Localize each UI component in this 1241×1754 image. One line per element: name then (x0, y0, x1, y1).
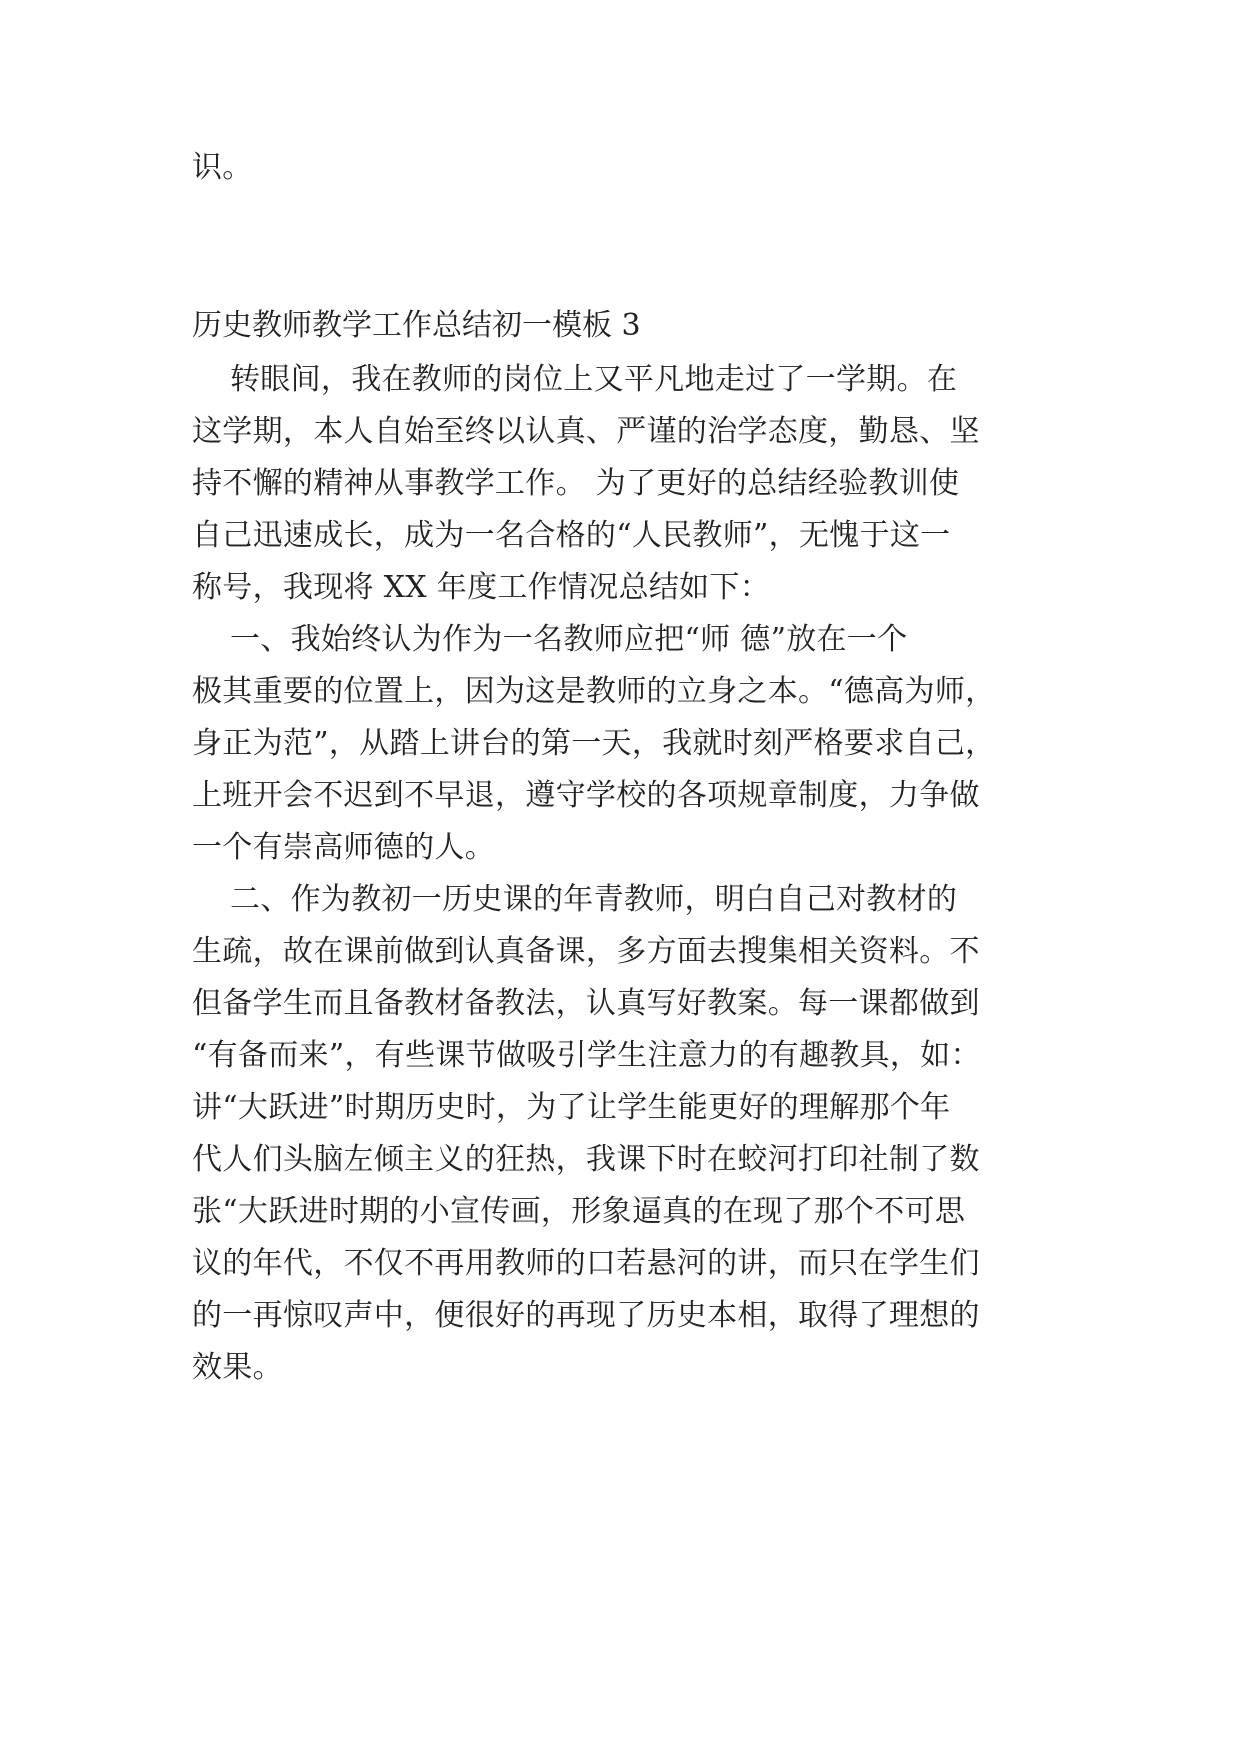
paragraph-line: 称号，我现将 XX 年度工作情况总结如下： (192, 570, 771, 605)
paragraph-line: 身正为范”，从踏上讲台的第一天，我就时刻严格要求自己， (192, 726, 996, 761)
paragraph-line: 的一再惊叹声中，便很好的再现了历史本相，取得了理想的 (192, 1298, 980, 1333)
paragraph-line: 议的年代，不仅不再用教师的口若悬河的讲，而只在学生们 (192, 1246, 980, 1281)
paragraph-line: 讲“大跃进”时期历史时，为了让学生能更好的理解那个年 (192, 1090, 951, 1125)
paragraph-line: 一、我始终认为作为一名教师应把“师 德”放在一个 (230, 622, 908, 657)
paragraph-line: “有备而来”，有些课节做吸引学生注意力的有趣教具，如： (192, 1038, 981, 1073)
paragraph-line: 这学期，本人自始至终以认真、严谨的治学态度，勤恳、坚 (192, 414, 980, 449)
paragraph-line: 上班开会不迟到不早退，遵守学校的各项规章制度，力争做 (192, 778, 980, 813)
section-heading: 历史教师教学工作总结初一模板 3 (192, 308, 641, 343)
paragraph-line: 代人们头脑左倾主义的狂热，我课下时在蛟河打印社制了数 (192, 1142, 980, 1177)
paragraph-line: 极其重要的位置上，因为这是教师的立身之本。“德高为师， (192, 674, 996, 709)
paragraph-line: 二、作为教初一历史课的年青教师，明白自己对教材的 (230, 882, 958, 917)
paragraph-line: 张“大跃进时期的小宣传画，形象逼真的在现了那个不可思 (192, 1194, 966, 1229)
paragraph-line: 转眼间，我在教师的岗位上又平凡地走过了一学期。在 (230, 362, 958, 397)
paragraph-line: 效果。 (192, 1350, 283, 1385)
paragraph-line: 一个有崇高师德的人。 (192, 830, 495, 865)
paragraph-line: 持不懈的精神从事教学工作。 为了更好的总结经验教训使 (192, 466, 960, 501)
paragraph-line: 但备学生而且备教材备教法，认真写好教案。每一课都做到 (192, 986, 980, 1021)
paragraph-line: 生疏，故在课前做到认真备课，多方面去搜集相关资料。不 (192, 934, 980, 969)
text-fragment: 识。 (192, 150, 253, 185)
paragraph-line: 自己迅速成长，成为一名合格的“人民教师”，无愧于这一 (192, 518, 951, 553)
